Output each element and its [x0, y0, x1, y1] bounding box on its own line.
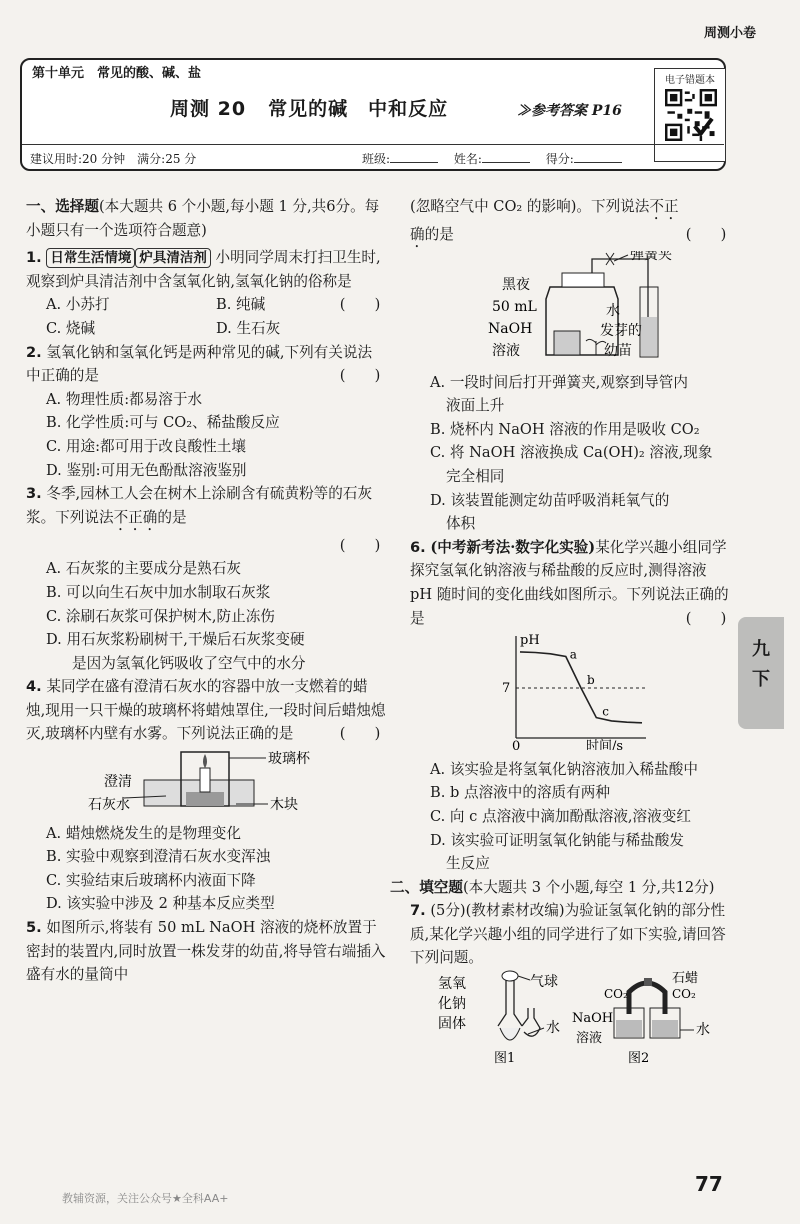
- context-tag: 日常生活情境: [46, 248, 135, 268]
- header-divider: [22, 144, 724, 145]
- option-b[interactable]: B. 化学性质:可与 CO₂、稀盐酸反应: [46, 414, 280, 432]
- question-5-cont: (忽略空气中 CO₂ 的影响)。下列说法不正 确的是 ( ) 弹簧夹 黑夜 50 mL NaOH 溶液 水 发芽的 幼苗 A. 一段时间后打开弹簧夹,观察到导管内 液面上升 B. 烧杯内 NaOH 溶液的作用是吸收 CO₂ C. 将 NaOH 溶液换成 Ca(OH)₂ 溶液,现象 完全相同 D. 该装置能测定幼苗呼吸消耗氧气的 体积: [410, 195, 732, 536]
- answer-blank[interactable]: ( ): [339, 367, 381, 385]
- fig1-solid-2: 化钠: [438, 996, 466, 1013]
- option-d-cont: 是因为氢氧化钙吸收了空气中的水分: [72, 654, 306, 672]
- option-b[interactable]: B. 可以向生石灰中加水制取石灰浆: [46, 583, 271, 601]
- name-label: 姓名:: [453, 152, 482, 166]
- naoh-label: NaOH: [488, 321, 533, 337]
- week-label: 周测 20: [170, 98, 247, 120]
- answer-blank[interactable]: ( ): [685, 226, 727, 243]
- topic-tag: 炉具清洁剂: [135, 248, 211, 268]
- fig1-water: 水: [546, 1020, 560, 1037]
- volume-label: 50 mL: [492, 299, 537, 315]
- option-a[interactable]: A. 该实验是将氢氧化钠溶液加入稀盐酸中: [430, 760, 698, 778]
- point-a-label: a: [569, 647, 577, 662]
- grade-label: 得分:: [545, 152, 574, 166]
- option-b[interactable]: B. 纯碱: [216, 296, 266, 314]
- option-d-cont: 体积: [446, 515, 476, 533]
- fig2-wax: 石蜡: [672, 971, 699, 987]
- option-d[interactable]: D. 该装置能测定幼苗呼吸消耗氧气的: [430, 491, 670, 509]
- block-label: 木块: [270, 797, 298, 814]
- fig1-balloon: 气球: [530, 974, 558, 991]
- question-4: 4. 某同学在盛有澄清石灰水的容器中放一支燃着的蜡烛,现用一只干燥的玻璃杯将蜡烛罩住,一段时间后蜡烛熄灭,玻璃杯内壁有水雾。下列说法正确的是 ( ) 玻璃杯 澄清 石灰水 木块 A. 蜡烛燃烧发生的是物理变化 B. 实验中观察到澄清石灰水变浑浊 C. 实验结束后玻璃杯内液面下降 D. 该实验中涉及 2 种基本反应类型: [26, 675, 386, 916]
- page-number: 77: [695, 1172, 723, 1196]
- class-field[interactable]: [390, 162, 438, 163]
- section1-heading: 一、选择题(本大题共 6 个小题,每小题 1 分,共6分。每小题只有一个选项符合题意): [26, 198, 380, 239]
- option-a[interactable]: A. 蜡烛燃烧发生的是物理变化: [46, 824, 241, 842]
- sprout-label-2: 幼苗: [604, 343, 632, 359]
- page-title: [170, 94, 448, 121]
- fig1-solid-1: 氢氧: [438, 976, 466, 993]
- naoh-figures: [410, 970, 730, 1068]
- option-c-cont: 完全相同: [446, 467, 505, 485]
- answer-blank[interactable]: ( ): [339, 725, 381, 743]
- header-box: [20, 58, 726, 171]
- fig1-caption: 图1: [494, 1051, 516, 1067]
- answer-ref: ≫参考答案 P16: [517, 103, 622, 119]
- left-column: [26, 195, 386, 987]
- sprout-label-1: 发芽的: [600, 323, 642, 339]
- question-6: 6. (中考新考法·数字化实验)某化学兴趣小组同学探究氢氧化钠溶液与稀盐酸的反应时,测得溶液 pH 随时间的变化曲线如图所示。下列说法正确的是 ( ) pH 7 0 时间/s a b c A. 该实验是将氢氧化钠溶液加入稀盐酸中 B. b 点溶液中的溶质有两种 C. 向 c 点溶液中滴加酚酞溶液,溶液变红 D. 该实验可证明氢氧化钠能与稀盐酸发 生反应: [410, 536, 732, 876]
- ph-curve: [520, 652, 642, 723]
- solution-label: 溶液: [492, 343, 520, 359]
- side-tab: 九 下: [738, 617, 784, 729]
- question-tag: (中考新考法·数字化实验): [430, 538, 596, 556]
- option-d[interactable]: D. 生石灰: [216, 319, 281, 337]
- fig2-water: 水: [696, 1022, 710, 1039]
- option-a[interactable]: A. 石灰浆的主要成分是熟石灰: [46, 560, 241, 578]
- answer-blank[interactable]: ( ): [339, 536, 381, 554]
- question-7: 7. (5分)(教材素材改编)为验证氢氧化钠的部分性质,某化学兴趣小组的同学进行了如下实验,请回答下列问题。 氢氧 化钠 固体 气球 水 图1 石蜡 CO₂ CO₂ NaOH 溶液 水 图2: [410, 899, 732, 1075]
- option-c[interactable]: C. 涂刷石灰浆可保护树木,防止冻伤: [46, 607, 275, 625]
- option-a[interactable]: A. 物理性质:都易溶于水: [46, 390, 203, 408]
- title-text: 常见的碱 中和反应: [268, 98, 449, 120]
- point-c-label: c: [602, 704, 609, 719]
- y-axis-label: pH: [520, 633, 540, 649]
- option-d-cont: 生反应: [446, 855, 490, 873]
- question-3: 3. 冬季,园林工人会在树木上涂刷含有硫黄粉等的石灰浆。下列说法不正确的是 ( ) A. 石灰浆的主要成分是熟石灰 B. 可以向生石灰中加水制取石灰浆 C. 涂刷石灰浆可保护树木,防止冻伤 D. 用石灰浆粉刷树干,干燥后石灰浆变硬 是因为氢氧化钙吸收了空气中的水分: [26, 482, 386, 675]
- option-d[interactable]: D. 鉴别:可用无色酚酞溶液鉴别: [46, 461, 247, 479]
- point-b-label: b: [587, 673, 595, 688]
- origin-label: 0: [512, 739, 521, 751]
- option-b[interactable]: B. 实验中观察到澄清石灰水变浑浊: [46, 848, 271, 866]
- right-column: [390, 195, 732, 1076]
- option-d[interactable]: D. 该实验可证明氢氧化钠能与稀盐酸发: [430, 831, 684, 849]
- header-fields: [362, 150, 634, 167]
- name-field[interactable]: [482, 162, 530, 163]
- time-label: 建议用时:20 分钟: [30, 152, 126, 166]
- option-d[interactable]: D. 用石灰浆粉刷树干,干燥后石灰浆变硬: [46, 631, 305, 649]
- answer-blank[interactable]: ( ): [685, 609, 727, 627]
- fig2-solution: 溶液: [576, 1031, 603, 1047]
- grade-field[interactable]: [574, 162, 622, 163]
- fig2-co2-left: CO₂: [604, 987, 628, 1002]
- option-a[interactable]: A. 小苏打: [46, 296, 110, 314]
- dark-label: 黑夜: [502, 277, 530, 293]
- ph7-label: 7: [502, 681, 511, 697]
- question-5: 5. 如图所示,将装有 50 mL NaOH 溶液的烧杯放置于密封的装置内,同时放置一株发芽的幼苗,将导管右端插入盛有水的量筒中: [26, 919, 386, 984]
- question-tag: (5分)(教材素材改编): [430, 902, 565, 920]
- option-c[interactable]: C. 用途:都可用于改良酸性土壤: [46, 437, 246, 455]
- qr-code-icon[interactable]: [665, 89, 717, 141]
- ph-chart: [410, 630, 730, 750]
- option-a[interactable]: A. 一段时间后打开弹簧夹,观察到导管内: [430, 373, 688, 391]
- x-axis-label: 时间/s: [586, 739, 624, 751]
- candle-figure: [26, 746, 386, 814]
- fig2-co2-right: CO₂: [672, 987, 696, 1002]
- header-meta: [30, 150, 196, 167]
- question-1: 1. 日常生活情境 炉具清洁剂 小明同学周末打扫卫生时,观察到炉具清洁剂中含氢氧化钠,氢氧化钠的俗称是 ( ) A. 小苏打 B. 纯碱 C. 烧碱 D. 生石灰: [26, 246, 386, 340]
- water-label: 水: [606, 303, 620, 319]
- section2: [390, 876, 732, 900]
- option-d[interactable]: D. 该实验中涉及 2 种基本反应类型: [46, 895, 275, 913]
- option-c[interactable]: C. 实验结束后玻璃杯内液面下降: [46, 871, 256, 889]
- score-label: 满分:25 分: [137, 152, 197, 166]
- option-c[interactable]: C. 向 c 点溶液中滴加酚酞溶液,溶液变红: [430, 807, 691, 825]
- fig2-naoh: NaOH: [572, 1011, 614, 1027]
- answer-blank[interactable]: ( ): [339, 296, 381, 314]
- option-c[interactable]: C. 烧碱: [46, 319, 96, 337]
- glass-label: 玻璃杯: [268, 751, 310, 768]
- section2-heading: 二、填空题(本大题共 3 个小题,每空 1 分,共12分): [390, 878, 715, 896]
- option-b[interactable]: B. 烧杯内 NaOH 溶液的作用是吸收 CO₂: [430, 420, 700, 438]
- seedling-figure: [410, 251, 730, 363]
- qr-label: 电子错题本: [665, 75, 715, 86]
- class-label: 班级:: [362, 152, 391, 166]
- fig2-caption: 图2: [628, 1051, 650, 1067]
- limewater-label-2: 石灰水: [88, 797, 130, 814]
- qr-box[interactable]: [654, 68, 726, 162]
- option-c[interactable]: C. 将 NaOH 溶液换成 Ca(OH)₂ 溶液,现象: [430, 444, 713, 462]
- option-a-cont: 液面上升: [446, 397, 505, 415]
- fig1-solid-3: 固体: [438, 1016, 466, 1033]
- clip-label: 弹簧夹: [630, 251, 672, 263]
- question-2: 2. 氢氧化钠和氢氧化钙是两种常见的碱,下列有关说法中正确的是 ( ) A. 物理性质:都易溶于水 B. 化学性质:可与 CO₂、稀盐酸反应 C. 用途:都可用于改良酸性土壤 D. 鉴别:可用无色酚酞溶液鉴别: [26, 341, 386, 483]
- footer-watermark: 教辅资源，关注公众号★全科AA+: [62, 1192, 229, 1205]
- option-b[interactable]: B. b 点溶液中的溶质有两种: [430, 784, 610, 802]
- top-label: 周测小卷: [703, 26, 756, 41]
- limewater-label-1: 澄清: [104, 774, 132, 791]
- unit-title: 第十单元 常见的酸、碱、盐: [32, 66, 202, 81]
